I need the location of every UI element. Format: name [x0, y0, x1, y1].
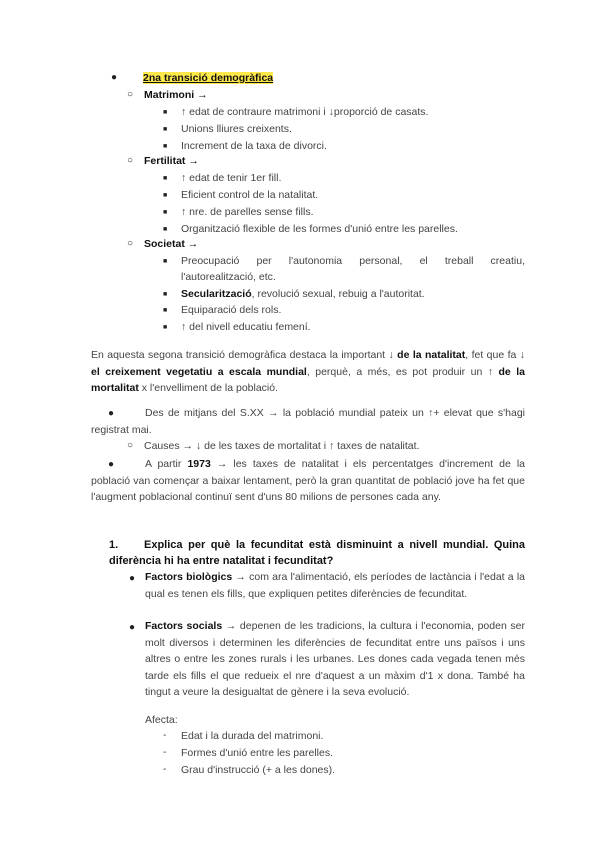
factors-biologics: Factors biològics → com ara l'alimentació, els períodes de lactància i l'edat a la qual es tenen els fills, que expliquen petites diferències de fecunditat. — [145, 571, 525, 600]
square-bullet: ■ — [163, 258, 168, 265]
sub-bullet-text: Causes → ↓ de les taxes de mortalitat i ↑ taxes de natalitat. — [144, 440, 420, 452]
bullet-dot: ● — [129, 622, 136, 633]
square-bullet: ■ — [163, 291, 168, 298]
list-item: Formes d'unió entre les parelles. — [181, 747, 333, 759]
afecta-label: Afecta: — [145, 714, 178, 726]
square-bullet: ■ — [163, 109, 168, 116]
list-item: ↑ edat de contraure matrimoni i ↓proporció de casats. — [181, 106, 429, 118]
square-bullet: ■ — [163, 307, 168, 314]
list-item: ↑ nre. de parelles sense fills. — [181, 206, 314, 218]
square-bullet: ■ — [163, 209, 168, 216]
fertilitat-label: Fertilitat → — [144, 155, 199, 167]
list-item: Organització flexible de les formes d'unió entre les parelles. — [181, 223, 458, 235]
list-item: Grau d'instrucció (+ a les dones). — [181, 764, 336, 776]
sub-bullet: ○ — [127, 155, 134, 166]
list-item: Increment de la taxa de divorci. — [181, 140, 327, 152]
list-item: Eficient control de la natalitat. — [181, 189, 319, 201]
square-bullet: ■ — [163, 175, 168, 182]
paragraph: En aquesta segona transició demogràfica destaca la important ↓ de la natalitat, fet que fa ↓ el creixement vegetatiu a escala mundial, perquè, a més, es pot produir un ↑ de la mortalitat x l'envelliment de la població. — [91, 349, 525, 394]
section-heading: 2na transició demogràfica — [143, 72, 274, 84]
list-item: ↑ del nivell educatiu femení. — [181, 321, 311, 333]
sub-bullet: ○ — [127, 89, 134, 100]
list-item: Unions lliures creixents. — [181, 123, 292, 135]
bullet-paragraph: A partir 1973 → les taxes de natalitat i els percentatges d'increment de la població van començar a baixar lentament, però la gran quantitat de població jove ha fet que l'augment poblacional continuï sent d'uns 80 milions de persones cada any. — [91, 458, 525, 503]
square-bullet: ■ — [163, 324, 168, 331]
bullet-dot: ● — [111, 72, 118, 83]
square-bullet: ■ — [163, 143, 168, 150]
square-bullet: ■ — [163, 226, 168, 233]
dash-bullet: - — [163, 729, 167, 741]
bullet-dot: ● — [108, 408, 115, 419]
sub-bullet: ○ — [127, 440, 134, 451]
bullet-paragraph: Des de mitjans del S.XX → la població mundial pateix un ↑+ elevat que s'hagi registrat mai. — [91, 407, 525, 436]
matrimoni-label: Matrimoni → — [144, 89, 208, 101]
question-number: 1. — [109, 539, 119, 551]
list-item-continuation: l'autorealització, etc. — [181, 271, 276, 283]
bullet-dot: ● — [108, 459, 115, 470]
sub-bullet: ○ — [127, 238, 134, 249]
list-item: Secularització, revolució sexual, rebuig a l'autoritat. — [181, 288, 425, 300]
societat-label: Societat → — [144, 238, 199, 250]
question-text: Explica per què la fecunditat està disminuint a nivell mundial. Quina diferència hi ha entre natalitat i fecunditat? — [109, 539, 525, 567]
square-bullet: ■ — [163, 192, 168, 199]
square-bullet: ■ — [163, 126, 168, 133]
dash-bullet: - — [163, 763, 167, 775]
list-item: Edat i la durada del matrimoni. — [181, 730, 324, 742]
bullet-dot: ● — [129, 573, 136, 584]
factors-socials: Factors socials → depenen de les tradicions, la cultura i l'economia, poden ser molt diversos i determinen les diferències de fecunditat entre uns països i uns altres o entre les zones rurals i les urbanes. Les dones cada vegada tenen més tarde els fills el que redueix el nre d'aquest a un màxim d'1 x dona. També ha tingut a veure la desigualtat de gènere i la seva evolució. — [145, 620, 526, 698]
list-item: ↑ edat de tenir 1er fill. — [181, 172, 282, 184]
list-item: Equiparació dels rols. — [181, 304, 282, 316]
dash-bullet: - — [163, 746, 167, 758]
list-item: Preocupació per l'autonomia personal, el treball creatiu, — [181, 255, 525, 267]
